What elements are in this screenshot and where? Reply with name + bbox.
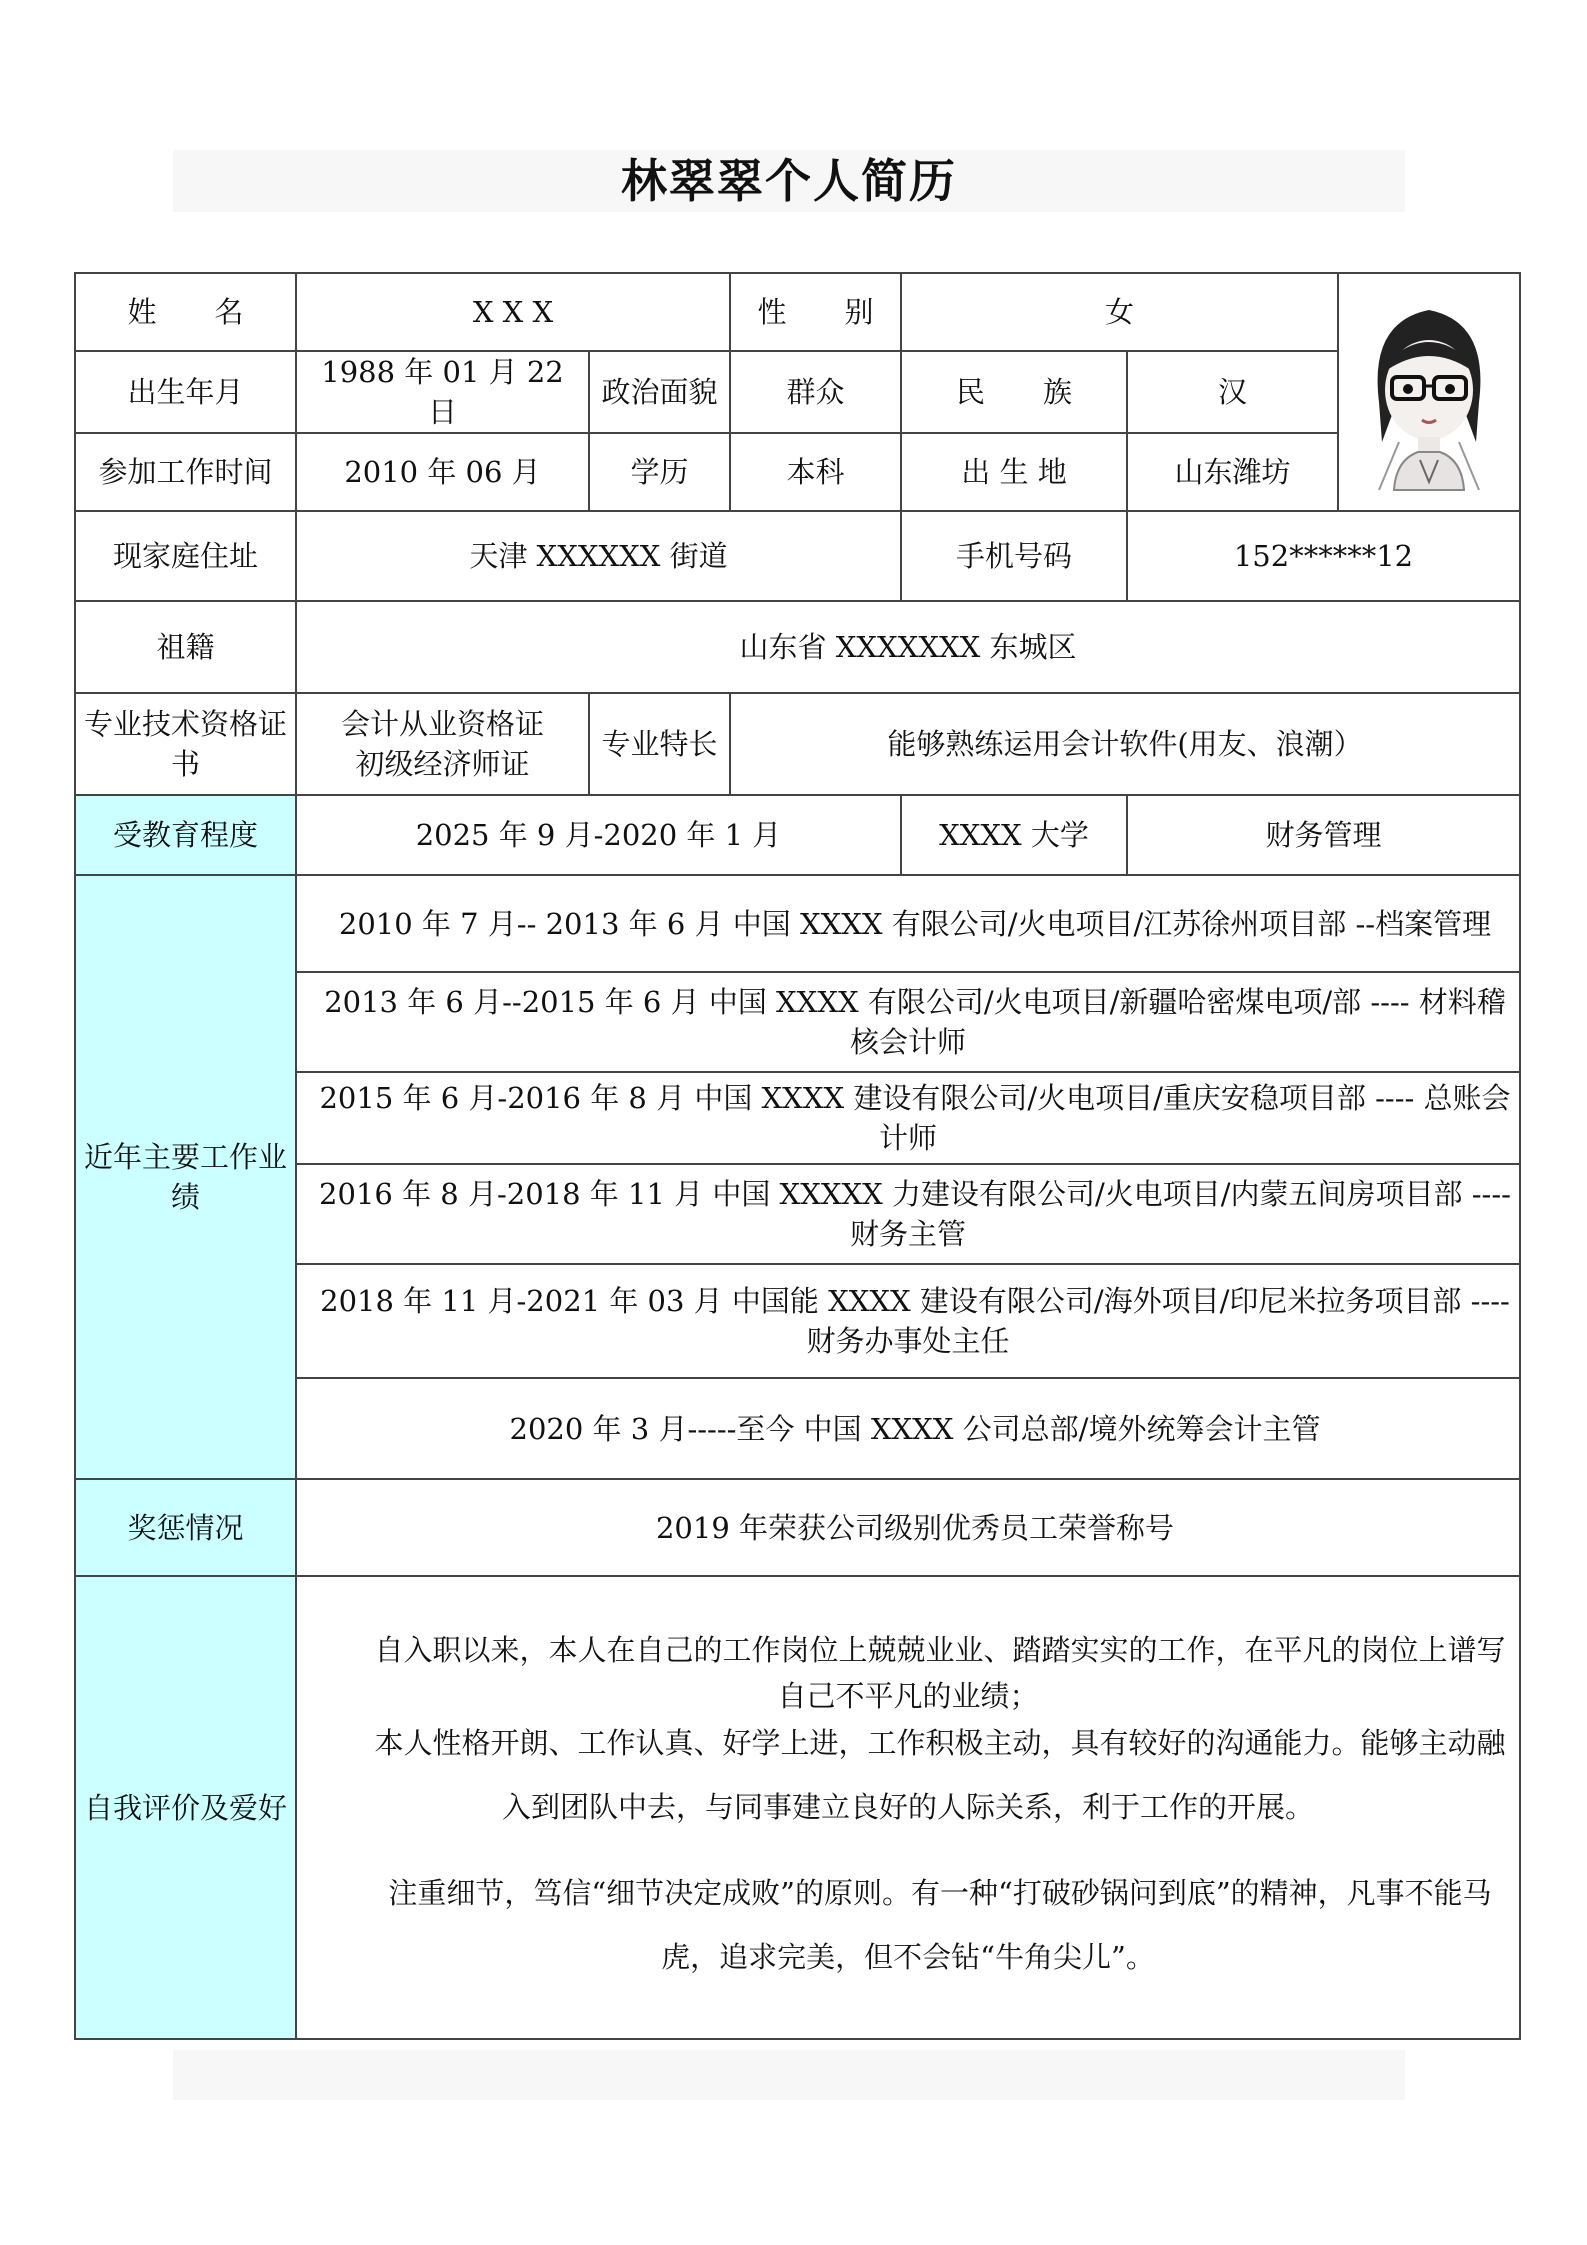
evaluation-paragraph-1: 自入职以来，本人在自己的工作岗位上兢兢业业、踏踏实实的工作，在平凡的岗位上谱写自己不平凡的业绩； [374, 1632, 1506, 1713]
work-start-value: 2010 年 06 月 [296, 433, 589, 511]
work-start-label: 参加工作时间 [75, 433, 296, 511]
ethnicity-label: 民 族 [901, 351, 1127, 433]
birth-value: 1988 年 01 月 22 日 [296, 351, 589, 433]
skill-label: 专业特长 [589, 693, 730, 795]
footer-band [173, 2050, 1405, 2100]
origin-value: 山东省 XXXXXXX 东城区 [296, 601, 1520, 693]
political-value: 群众 [730, 351, 901, 433]
awards-label: 奖惩情况 [75, 1479, 296, 1576]
birth-label: 出生年月 [75, 351, 296, 433]
gender-label: 性 别 [730, 273, 901, 351]
work-item-4: 2016 年 8 月-2018 年 11 月 中国 XXXXX 力建设有限公司/火电项目/内蒙五间房项目部 ---- 财务主管 [296, 1164, 1520, 1264]
work-item-2: 2013 年 6 月--2015 年 6 月 中国 XXXX 有限公司/火电项目/新疆哈密煤电项/部 ---- 材料稽核会计师 [296, 972, 1520, 1072]
work-item-3: 2015 年 6 月-2016 年 8 月 中国 XXXX 建设有限公司/火电项目/重庆安稳项目部 ---- 总账会计师 [296, 1072, 1520, 1164]
degree-value: 本科 [730, 433, 901, 511]
address-label: 现家庭住址 [75, 511, 296, 601]
work-label: 近年主要工作业绩 [75, 875, 296, 1479]
cert-item-economist: 初级经济师证 [355, 747, 530, 781]
degree-label: 学历 [589, 433, 730, 511]
avatar-cartoon-girl-icon [1354, 292, 1504, 492]
cert-item-accounting: 会计从业资格证 [340, 707, 544, 741]
evaluation-paragraph-3: 注重细节，笃信“细节决定成败”的原则。有一种“打破砂锅问到底”的精神，凡事不能马虎，追求完美，但不会钻“牛角尖儿”。 [388, 1875, 1492, 1974]
cert-value [296, 693, 589, 795]
evaluation-text [296, 1576, 1520, 2039]
origin-label: 祖籍 [75, 601, 296, 693]
political-label: 政治面貌 [589, 351, 730, 433]
awards-value: 2019 年荣获公司级别优秀员工荣誉称号 [296, 1479, 1520, 1576]
education-period: 2025 年 9 月-2020 年 1 月 [296, 795, 901, 875]
evaluation-paragraph-2: 本人性格开朗、工作认真、好学上进，工作积极主动，具有较好的沟通能力。能够主动融入到团队中去，与同事建立良好的人际关系，利于工作的开展。 [374, 1725, 1506, 1824]
photo-cell [1338, 273, 1520, 511]
phone-label: 手机号码 [901, 511, 1127, 601]
page-title: 林翠翠个人简历 [621, 154, 957, 208]
birthplace-value: 山东潍坊 [1127, 433, 1338, 511]
phone-value: 152******12 [1127, 511, 1520, 601]
ethnicity-value: 汉 [1127, 351, 1338, 433]
education-label: 受教育程度 [75, 795, 296, 875]
education-major: 财务管理 [1127, 795, 1520, 875]
work-item-1: 2010 年 7 月-- 2013 年 6 月 中国 XXXX 有限公司/火电项目/江苏徐州项目部 --档案管理 [296, 875, 1520, 972]
education-school: XXXX 大学 [901, 795, 1127, 875]
skill-value: 能够熟练运用会计软件(用友、浪潮） [730, 693, 1520, 795]
name-label: 姓 名 [75, 273, 296, 351]
evaluation-label: 自我评价及爱好 [75, 1576, 296, 2039]
work-item-6: 2020 年 3 月-----至今 中国 XXXX 公司总部/境外统筹会计主管 [296, 1378, 1520, 1479]
gender-value: 女 [901, 273, 1338, 351]
address-value: 天津 XXXXXX 街道 [296, 511, 901, 601]
birthplace-label: 出 生 地 [901, 433, 1127, 511]
name-value: X X X [296, 273, 730, 351]
resume-table [74, 272, 1521, 2040]
work-item-5: 2018 年 11 月-2021 年 03 月 中国能 XXXX 建设有限公司/海外项目/印尼米拉务项目部 ----财务办事处主任 [296, 1264, 1520, 1378]
cert-label: 专业技术资格证书 [75, 693, 296, 795]
